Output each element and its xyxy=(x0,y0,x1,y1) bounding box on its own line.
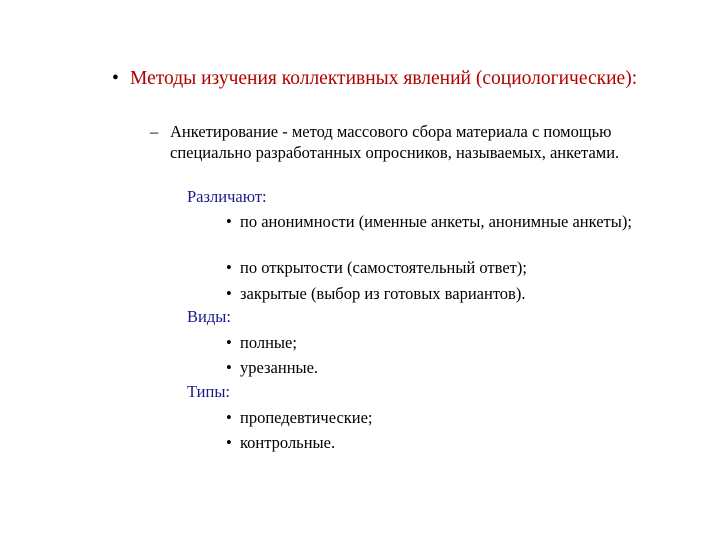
list-item-text: по открытости (самостоятельный ответ); xyxy=(240,258,527,277)
bullet-icon: • xyxy=(226,433,232,452)
sub-point xyxy=(150,121,620,163)
group-heading-tipy: Типы: xyxy=(187,382,230,401)
list-item xyxy=(226,282,636,305)
list-item xyxy=(226,331,636,354)
list-item xyxy=(226,256,636,279)
sub-point-text: Анкетирование - метод массового сбора материала с помощью специально разработанных опросников, называемых, анкетами. xyxy=(170,122,620,162)
bullet-icon: • xyxy=(112,68,119,89)
bullet-icon: • xyxy=(226,284,232,303)
group-heading-razlichayut: Различают: xyxy=(187,187,267,206)
main-point xyxy=(112,67,672,91)
bullet-icon: • xyxy=(226,358,232,377)
list-item xyxy=(226,356,636,379)
bullet-icon: • xyxy=(226,258,232,277)
list-item-text: урезанные. xyxy=(240,358,319,377)
bullet-icon: • xyxy=(226,408,232,427)
list-item-text: закрытые (выбор из готовых вариантов). xyxy=(240,284,526,303)
list-item xyxy=(226,431,636,454)
main-point-text: Методы изучения коллективных явлений (социологические): xyxy=(130,68,638,89)
list-item-text: контрольные. xyxy=(240,433,336,452)
list-item-text: полные; xyxy=(240,333,297,352)
list-item xyxy=(226,210,636,233)
group-heading-vidy: Виды: xyxy=(187,307,231,326)
list-item-text: по анонимности (именные анкеты, анонимные анкеты); xyxy=(240,212,632,231)
bullet-icon: • xyxy=(226,333,232,352)
list-item xyxy=(226,406,636,429)
bullet-icon: • xyxy=(226,212,232,231)
list-item-text: пропедевтические; xyxy=(240,408,373,427)
dash-icon: – xyxy=(150,122,159,141)
